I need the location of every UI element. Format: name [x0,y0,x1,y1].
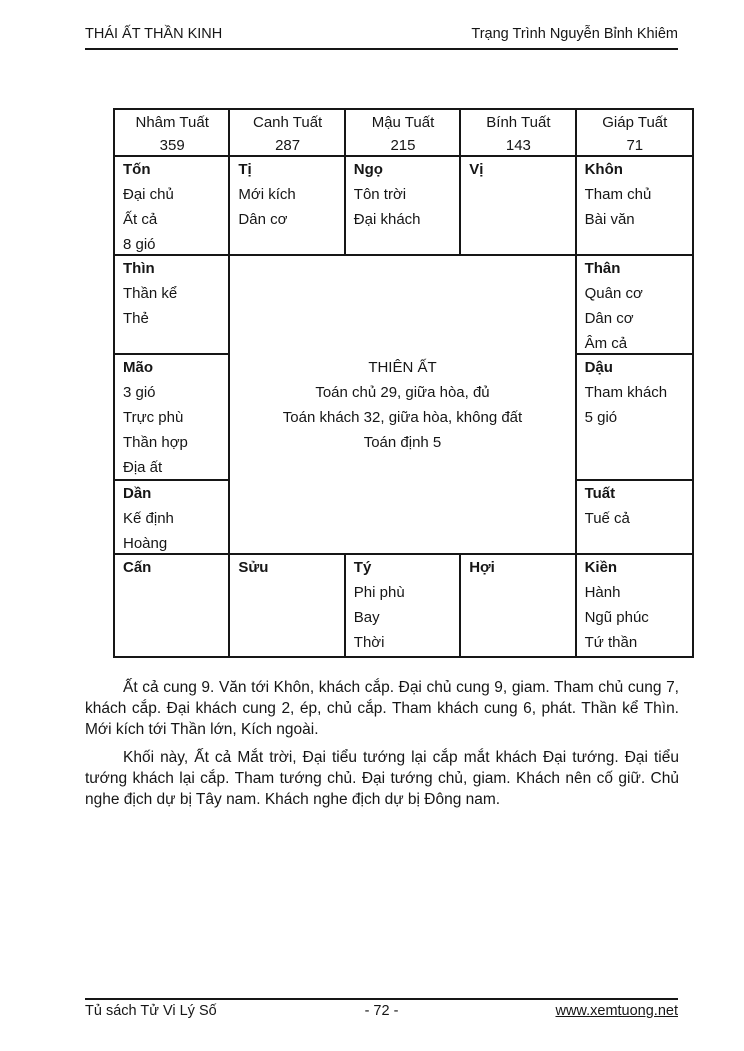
cell-line: Mới kích [238,186,296,203]
page-footer [85,998,678,1020]
thai-at-chart [113,108,694,658]
chart-cell-mao [115,355,230,481]
footer-page-number: - 72 - [364,1003,399,1019]
cell-title: Tốn [123,161,151,178]
chart-cell-ton [115,157,230,256]
chart-cell-nham-tuat [115,110,230,157]
chart-cell-tuat [577,481,692,555]
chart-cell-ti [230,157,345,256]
chart-cell-thin [115,256,230,355]
cell-title: Dậu [584,359,613,376]
cell-title: Cấn [123,559,152,576]
cell-line: Đại khách [353,211,421,228]
year-number: 71 [626,137,644,154]
cell-line: Phi phù [353,584,405,601]
chart-cell-mau-tuat [346,110,461,157]
chart-cell-dau [577,355,692,481]
year-name: Giáp Tuất [602,114,668,131]
cell-line: Thời [353,634,385,651]
cell-title: Tuất [584,485,616,502]
year-name: Bính Tuất [486,114,551,131]
chart-cell-khon [577,157,692,256]
chart-cell-vi [461,157,576,256]
chart-cell-dan [115,481,230,555]
cell-line: Tuế cả [584,510,630,527]
center-line: Toán định 5 [363,433,442,451]
chart-cell-hoi [461,555,576,656]
chart-cell-thien-at-center [230,256,576,555]
cell-line: Kế định [123,510,174,527]
cell-line: Hành [584,584,621,601]
cell-line: Bài văn [584,211,635,228]
header-author: Trạng Trình Nguyễn Bỉnh Khiêm [471,26,678,42]
cell-line: Trực phù [123,409,184,426]
cell-line: Thần kể [123,285,178,302]
cell-line: 3 gió [123,384,156,401]
header-book-title: THÁI ẤT THẦN KINH [85,26,223,42]
cell-line: Tôn trời [353,186,407,203]
year-name: Canh Tuất [252,114,323,131]
cell-title: Sửu [238,559,269,576]
page-header [85,26,678,50]
chart-cell-suu [230,555,345,656]
cell-line: Tứ thần [584,634,638,651]
chart-cell-ngo [346,157,461,256]
paragraph-2: Khối này, Ất cả Mắt trời, Đại tiểu tướng lại cắp mắt khách Đại tướng. Đại tiểu tướng khách lại cắp. Tham tướng chủ. Đại tướng chủ, giam. Khách nên cố giữ. Chủ nghe địch dự bị Tây nam. Khách nghe địch dự bị Đông nam. [85,749,679,808]
year-name: Mậu Tuất [371,114,435,131]
cell-title: Dần [123,485,152,502]
cell-line: Thẻ [123,310,149,327]
center-title: THIÊN ẤT [368,358,437,376]
cell-line: Đại chủ [123,186,174,203]
cell-line: Bay [353,609,380,626]
cell-title: Thìn [123,260,155,277]
cell-line: Dân cơ [584,310,634,327]
year-number: 359 [159,137,185,154]
year-number: 287 [275,137,301,154]
cell-line: Quân cơ [584,285,643,302]
cell-line: Tham khách [584,384,668,401]
cell-line: Thần hợp [123,434,188,451]
cell-line: Ất cả [123,211,158,228]
cell-title: Mão [123,359,153,376]
cell-title: Hợi [469,559,495,576]
cell-title: Khôn [584,161,623,178]
year-number: 215 [390,137,416,154]
cell-title: Tị [238,161,252,178]
chart-cell-can [115,555,230,656]
cell-title: Kiền [584,559,618,576]
cell-title: Thân [584,260,621,277]
chart-cell-ty [346,555,461,656]
cell-line: Tham chủ [584,186,652,203]
cell-title: Ngọ [353,161,383,178]
chart-cell-binh-tuat [461,110,576,157]
cell-title: Tý [353,559,372,576]
paragraph-1: Ất cả cung 9. Văn tới Khôn, khách cắp. Đại chủ cung 9, giam. Tham chủ cung 7, khách cắp. Đại khách cung 2, ép, chủ cắp. Tham khách cung 6, phát. Thần kể Thìn. Mới kích tới Thần lớn, Kích ngoài. [85,679,679,738]
chart-cell-giap-tuat [577,110,692,157]
cell-line: Địa ất [123,459,163,476]
year-number: 143 [505,137,531,154]
chart-cell-kien [577,555,692,656]
center-line: Toán chủ 29, giữa hòa, đủ [315,383,490,401]
cell-line: Hoàng [123,535,168,552]
footer-series-title: Tủ sách Tử Vi Lý Số [85,1003,217,1019]
body-text [85,677,679,817]
cell-title: Vị [469,161,484,178]
center-line: Toán khách 32, giữa hòa, không đất [282,408,523,426]
chart-cell-canh-tuat [230,110,345,157]
cell-line: Âm cả [584,335,628,352]
cell-line: 5 gió [584,409,618,426]
cell-line: 8 gió [123,236,156,253]
cell-line: Dân cơ [238,211,288,228]
chart-cell-than [577,256,692,355]
cell-line: Ngũ phúc [584,609,649,626]
footer-website-link[interactable]: www.xemtuong.net [555,1003,678,1019]
year-name: Nhâm Tuất [135,114,209,131]
